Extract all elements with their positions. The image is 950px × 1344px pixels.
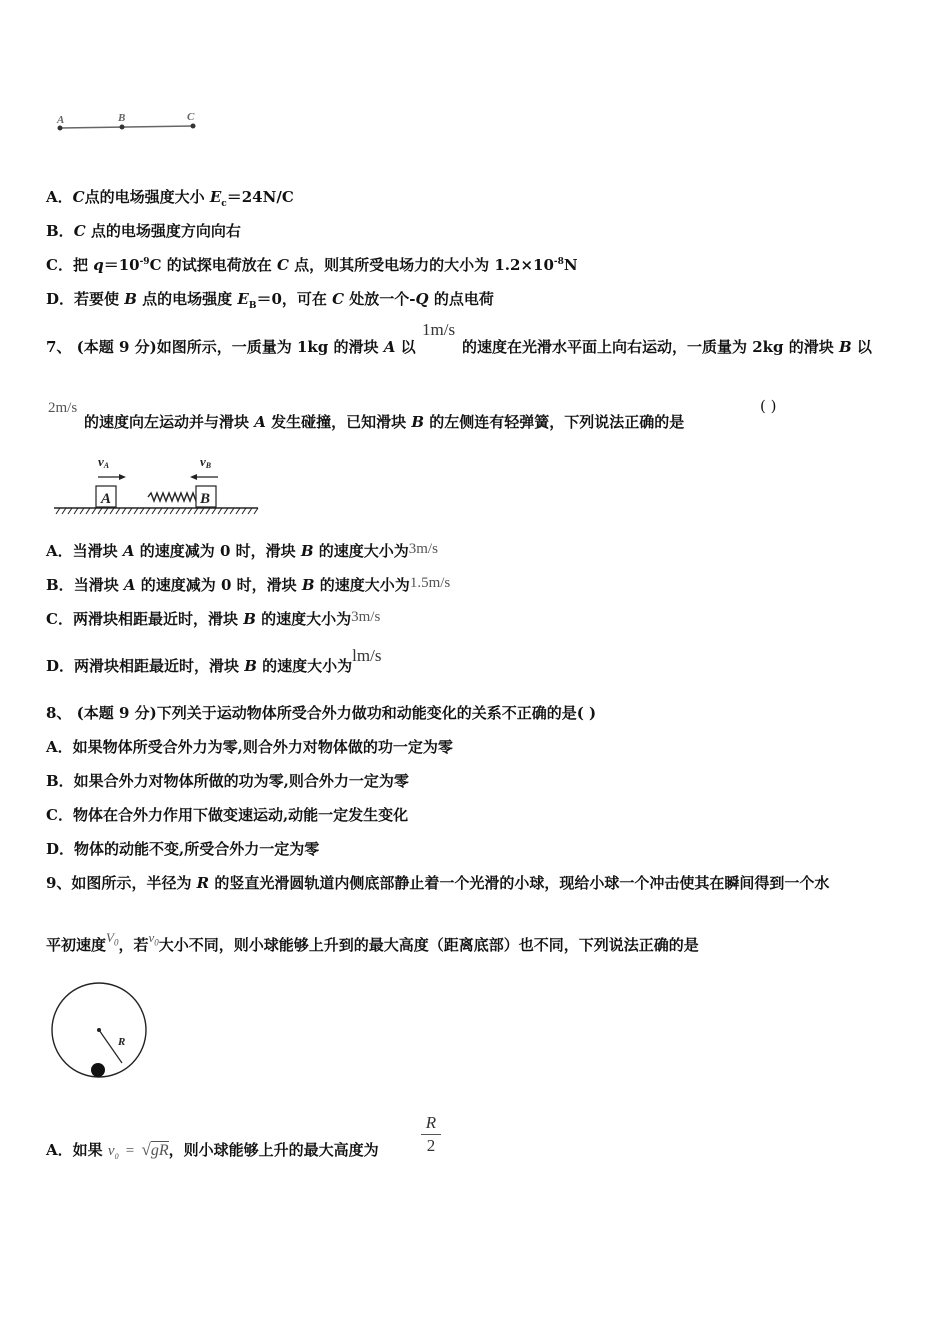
q8-option-d[interactable]: D．物体的动能不变,所受合外力一定为零 [46, 840, 320, 858]
q7-stem-line1: 7、 (本题 9 分)如图所示，一质量为 1kg 的滑块 A 以 [46, 338, 416, 356]
label-c: C [187, 111, 195, 123]
spring [148, 493, 199, 501]
q7-option-d[interactable]: D．两滑块相距最近时，滑块 B 的速度大小为lm/s [46, 646, 382, 675]
q7-option-b[interactable]: B．当滑块 A 的速度减为 0 时，滑块 B 的速度大小为1.5m/s [46, 575, 451, 594]
q7-speed-2ms: 2m/s [48, 400, 78, 416]
arrow-right-icon [119, 474, 126, 480]
q9-fraction: R 2 [421, 1112, 441, 1157]
q8-option-b[interactable]: B．如果合外力对物体所做的功为零,则合外力一定为零 [46, 772, 409, 790]
point-b [120, 125, 125, 130]
q7-speed-1ms: 1m/s [422, 320, 456, 339]
ball [91, 1063, 105, 1077]
q9-stem-line2: 平初速度$V_0$，若$v_0$大小不同，则小球能够上升到的最大高度（距离底部）也不同，下列说法正确的是 [46, 930, 699, 954]
q6-option-b[interactable]: B．C 点的电场强度方向向右 [46, 222, 241, 240]
abc-line [60, 126, 193, 128]
q8-option-c[interactable]: C．物体在合外力作用下做变速运动,动能一定发生变化 [46, 806, 409, 824]
q8-stem: 8、 (本题 9 分)下列关于运动物体所受合外力做功和动能变化的关系不正确的是( ) [46, 704, 597, 722]
sliding-blocks-figure [50, 452, 270, 522]
q8-option-a[interactable]: A．如果物体所受合外力为零,则合外力对物体做的功一定为零 [46, 738, 453, 756]
sqrt-symbol: √ [141, 1140, 151, 1159]
q7-answer-paren: ( ) [760, 397, 777, 415]
point-c [191, 124, 196, 129]
abc-line-figure [50, 108, 210, 138]
q7-option-c[interactable]: C．两滑块相距最近时，滑块 B 的速度大小为3m/s [46, 609, 381, 628]
ground-hatch [56, 508, 258, 514]
va-label: vA [98, 454, 110, 470]
block-a-label: A [101, 491, 112, 507]
radius-label: R [118, 1036, 126, 1048]
q7-option-a[interactable]: A．当滑块 A 的速度减为 0 时，滑块 B 的速度大小为3m/s [46, 541, 438, 560]
q6-option-c[interactable]: C．把 $q=10^{-9}C$ 的试探电荷放在 C 点，则其所受电场力的大小为 $1.2\times 10^{-8}N$ [46, 256, 578, 274]
arrow-left-icon [190, 474, 197, 480]
label-b: B [118, 112, 126, 124]
q6-option-d[interactable]: D．若要使 B 点的电场强度 $E_B=0$，可在 C 处放一个-Q 的点电荷 [46, 290, 494, 311]
point-a [58, 126, 63, 131]
vb-label: vB [200, 454, 212, 470]
q9-option-a[interactable]: A．如果 $v_0 = √gR$，则小球能够上升的最大高度为 [46, 1140, 379, 1161]
block-b-label: B [200, 491, 211, 507]
label-a: A [57, 114, 65, 126]
q9-stem-line1: 9、如图所示，半径为 R 的竖直光滑圆轨道内侧底部静止着一个光滑的小球，现给小球一个冲击使其在瞬间得到一个水 [46, 874, 830, 892]
circle-track-figure [46, 980, 156, 1090]
q7-stem-line1b: 的速度在光滑水平面上向右运动，一质量为 2kg 的滑块 B 以 [462, 338, 872, 356]
q6-option-a[interactable]: A．C点的电场强度大小 $E_c=24N/C$ [46, 188, 294, 209]
q7-stem-line2: 的速度向左运动并与滑块 A 发生碰撞，已知滑块 B 的左侧连有轻弹簧，下列说法正确的是 [84, 413, 685, 431]
